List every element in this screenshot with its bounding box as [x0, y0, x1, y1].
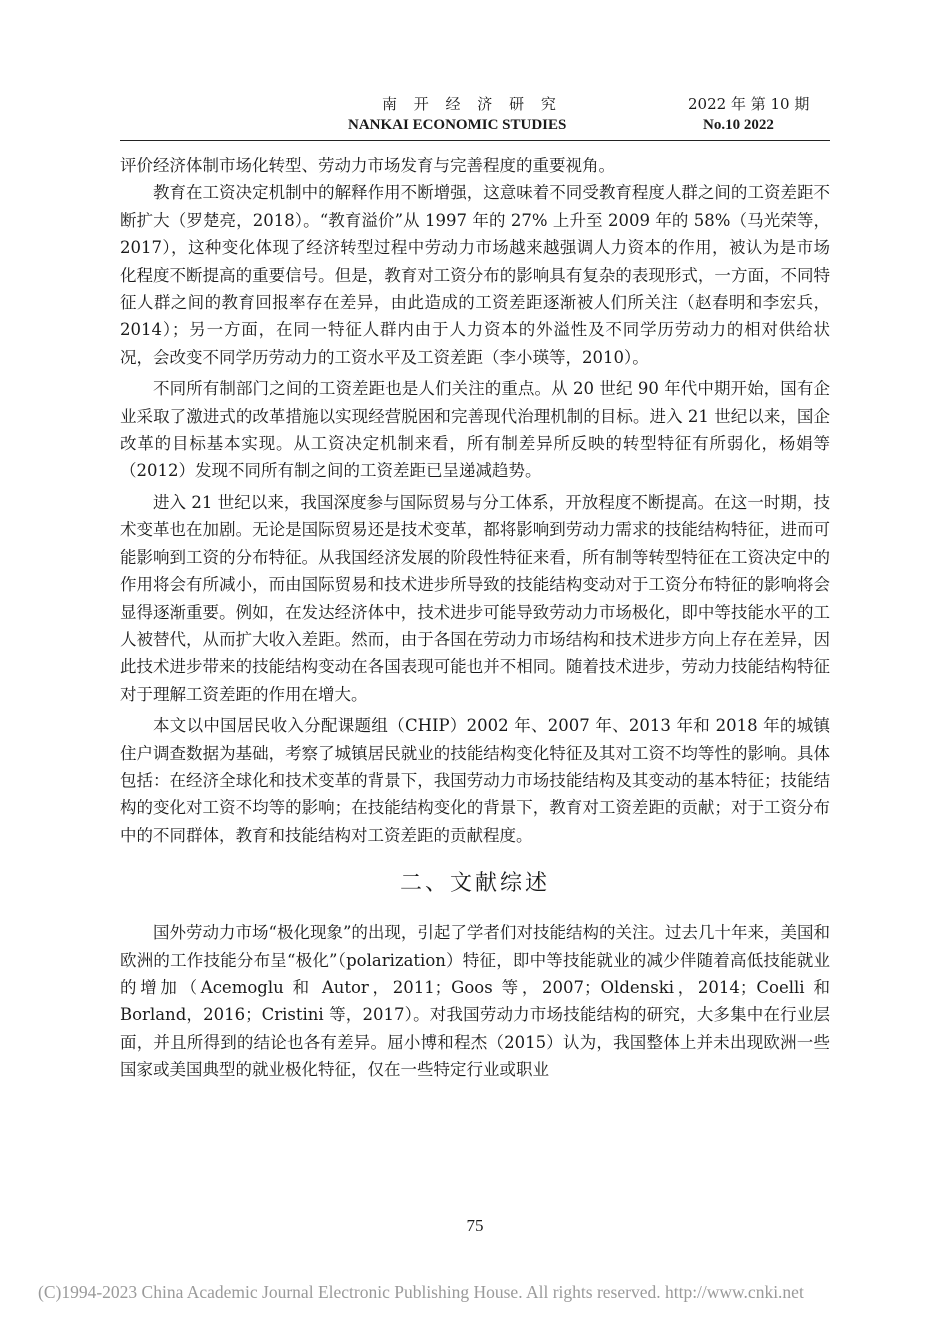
paragraph: 进入 21 世纪以来，我国深度参与国际贸易与分工体系，开放程度不断提高。在这一时期，技术变革也在加剧。无论是国际贸易还是技术变革，都将影响到劳动力需求的技能结构特征，进而可能影响到工资的分布特征。从我国经济发展的阶段性特征来看，所有制等转型特征在工资决定中的作用将会有所减小，而由国际贸易和技术进步所导致的技能结构变动对于工资分布特征的影响将会显得逐渐重要。例如，在发达经济体中，技术进步可能导致劳动力市场极化，即中等技能水平的工人被替代，从而扩大收入差距。然而，由于各国在劳动力市场结构和技术进步方向上存在差异，因此技术进步带来的技能结构变动在各国表现可能也并不相同。随着技术进步，劳动力技能结构特征对于理解工资差距的作用在增大。	[120, 492, 830, 704]
paragraph: 本文以中国居民收入分配课题组（CHIP）2002 年、2007 年、2013 年和 2018 年的城镇住户调查数据为基础，考察了城镇居民就业的技能结构变化特征及其对工资不均等性的影响。具体包括：在经济全球化和技术变革的背景下，我国劳动力市场技能结构及其变动的基本特征；技能结构的变化对工资不均等的影响；在技能结构变化的背景下，教育对工资差距的贡献；对于工资分布中的不同群体，教育和技能结构对工资差距的贡献程度。	[120, 716, 830, 845]
issue-en: No.10 2022	[703, 117, 774, 133]
section-title: 二、文献综述	[399, 871, 550, 897]
paragraph: 不同所有制部门之间的工资差距也是人们关注的重点。从 20 世纪 90 年代中期开始，国有企业采取了激进式的改革措施以实现经营脱困和完善现代治理机制的目标。进入 21 世纪以来，国企改革的目标基本实现。从工资决定机制来看，所有制差异所反映的转型特征有所弱化，杨娟等（2012）发现不同所有制之间的工资差距已呈递减趋势。	[120, 379, 830, 481]
article-body	[120, 152, 830, 1084]
paragraph: 教育在工资决定机制中的解释作用不断增强，这意味着不同受教育程度人群之间的工资差距不断扩大（罗楚亮，2018）。“教育溢价”从 1997 年的 27% 上升至 2009 年的 58%（马光荣等，2017），这种变化体现了经济转型过程中劳动力市场越来越强调人力资本的作用，被认为是市场化程度不断提高的重要信号。但是，教育对工资分布的影响具有复杂的表现形式，一方面，不同特征人群之间的教育回报率存在差异，由此造成的工资差距逐渐被人们所关注（赵春明和李宏兵，2014）；另一方面，在同一特征人群内由于人力资本的外溢性及不同学历劳动力的相对供给状况，会改变不同学历劳动力的工资水平及工资差距（李小瑛等，2010）。	[120, 183, 830, 367]
page-number: 75	[466, 1216, 484, 1235]
copyright-footer: (C)1994-2023 China Academic Journal Electronic Publishing House. All rights reserved. http://www.cnki.net	[38, 1282, 804, 1302]
paragraph-continued: 评价经济体制市场化转型、劳动力市场发育与完善程度的重要视角。	[120, 156, 615, 175]
journal-name-cn: 南 开 经 济 研 究	[382, 95, 562, 113]
journal-name-en: NANKAI ECONOMIC STUDIES	[348, 117, 567, 133]
header-rule	[120, 140, 830, 141]
issue-cn: 2022 年 第 10 期	[688, 95, 810, 113]
paragraph: 国外劳动力市场“极化现象”的出现，引起了学者们对技能结构的关注。过去几十年来，美国和欧洲的工作技能分布呈“极化”（polarization）特征，即中等技能就业的减少伴随着高低技能就业的增加（Acemoglu 和 Autor，2011；Goos 等，2007；Oldenski，2014；Coelli 和 Borland，2016；Cristini 等，2017）。对我国劳动力市场技能结构的研究，大多集中在行业层面，并且所得到的结论也各有差异。屈小博和程杰（2015）认为，我国整体上并未出现欧洲一些国家或美国典型的就业极化特征，仅在一些特定行业或职业	[120, 923, 830, 1080]
